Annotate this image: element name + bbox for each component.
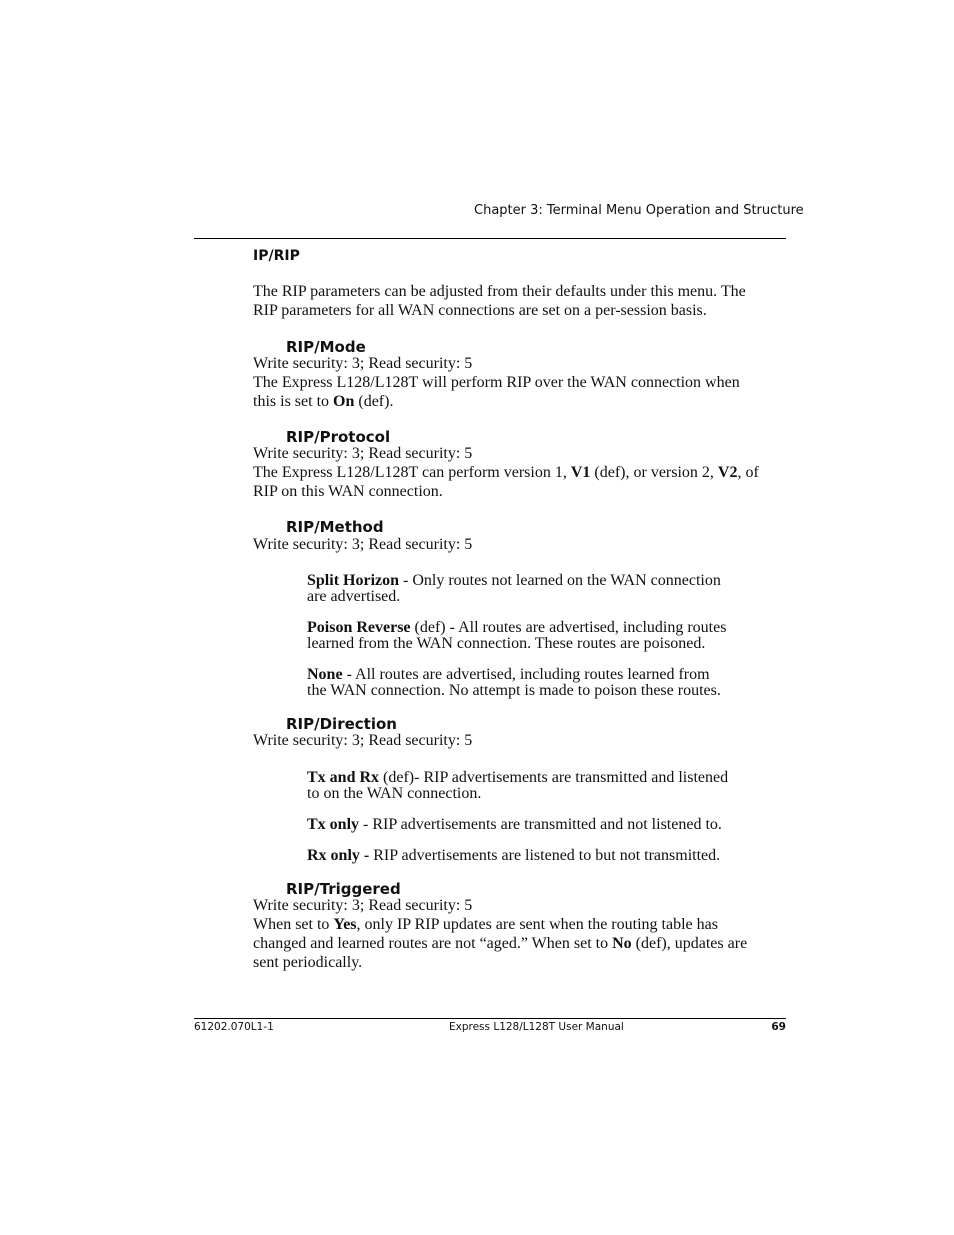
mode-security: Write security: 3; Read security: 5 [253,355,473,372]
page-number: 69 [771,1021,786,1033]
triggered-line: When set to Yes, only IP RIP updates are sent when the routing table has [253,916,718,933]
mode-line: The Express L128/L128T will perform RIP over the WAN connection when [253,374,740,391]
triggered-no-value: No [612,935,632,952]
intro-line: RIP parameters for all WAN connections are set on a per-session basis. [253,302,707,319]
direction-security: Write security: 3; Read security: 5 [253,732,473,749]
method-option-split-horizon: Split Horizon - Only routes not learned on the WAN connection are advertised. [307,572,721,605]
mode-line: this is set to On (def). [253,393,394,410]
footer-doc-number: 61202.070L1-1 [194,1021,274,1033]
direction-title: RIP/Direction [286,715,397,733]
running-header: Chapter 3: Terminal Menu Operation and Structure [474,203,804,218]
direction-option-tx-rx: Tx and Rx (def)- RIP advertisements are transmitted and listened to on the WAN connection. [307,769,729,802]
triggered-body [253,896,747,972]
method-option-poison-reverse: Poison Reverse (def) - All routes are advertised, including routes learned from the WAN connection. These routes are poisoned. [307,619,727,652]
protocol-body [253,444,759,501]
footer-rule [194,1018,786,1019]
intro-line: The RIP parameters can be adjusted from their defaults under this menu. The [253,283,746,300]
protocol-security: Write security: 3; Read security: 5 [253,445,473,462]
triggered-title: RIP/Triggered [286,880,401,898]
triggered-line: sent periodically. [253,954,363,971]
mode-title: RIP/Mode [286,338,366,356]
triggered-security: Write security: 3; Read security: 5 [253,897,473,914]
direction-option-tx-only: Tx only - RIP advertisements are transmitted and not listened to. [307,816,722,833]
header-rule [194,238,786,239]
footer-manual-title: Express L128/L128T User Manual [449,1021,624,1033]
direction-option-rx-only: Rx only - RIP advertisements are listened to but not transmitted. [307,847,721,864]
mode-on-value: On [333,393,355,410]
triggered-yes-value: Yes [333,916,357,933]
protocol-title: RIP/Protocol [286,428,391,446]
method-option-none: None - All routes are advertised, including routes learned from the WAN connection. No attempt is made to poison these routes. [307,666,721,699]
section-title: IP/RIP [253,248,300,264]
method-title: RIP/Method [286,518,384,536]
protocol-v2-value: V2 [717,464,738,481]
protocol-v1-value: V1 [570,464,591,481]
method-security: Write security: 3; Read security: 5 [253,536,473,553]
protocol-line: RIP on this WAN connection. [253,483,443,500]
protocol-line: The Express L128/L128T can perform version 1, V1 (def), or version 2, V2, of [253,464,759,481]
mode-body [253,354,740,411]
section-intro [253,282,746,320]
triggered-line: changed and learned routes are not “aged.” When set to No (def), updates are [253,935,748,952]
